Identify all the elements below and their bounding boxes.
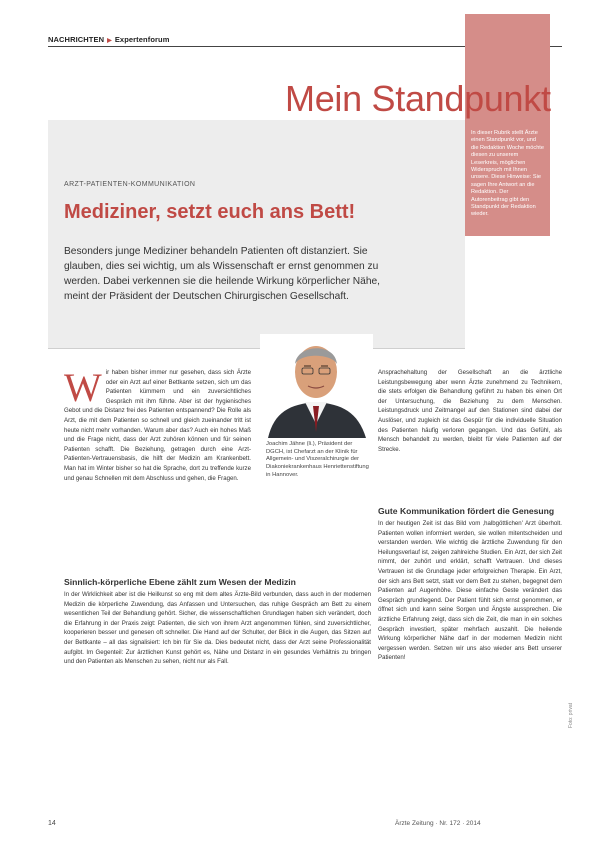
article-headline: Mediziner, setzt euch ans Bett! <box>64 201 356 223</box>
triangle-icon: ▶ <box>107 38 112 44</box>
photo-caption: Joachim Jähne (li.), Präsident der DGCH, ist Chefarzt an der Klinik für Allgemein- und Viszeralchirurgie der Diakoniekrankenhaus Henriettenstiftung in Hannover. <box>266 441 369 478</box>
intro-panel <box>48 120 465 348</box>
drop-cap: W <box>64 365 102 410</box>
article-lead: Besonders junge Mediziner behandeln Patienten oft distanziert. Sie glauben, dies sei wichtig, um als Wissenschaft er ernst genommen zu werden. Dabei verkennen sie die heilende Wirkung körperlicher Nähe, meint der Präsident der Deutschen Chirurgischen Gesellschaft. <box>64 246 380 302</box>
page-number: 14 <box>48 820 56 827</box>
column-3 <box>378 368 562 454</box>
portrait-image <box>260 334 373 438</box>
column-1-paragraph-1: ir haben bisher immer nur gesehen, dass sich Ärzte oder ein Arzt auf einer Bettkante setzen, sich um das Patienten kümmern und ein zuversichtliches Gespräch mit ihm führte. Aber ist der hygienisches Gebot und die Distanz frei des Patienten entspannend? Die Rolle als Arzt, die mit dem Patienten so schnell und gleich zueinander tritt ist heute nicht mehr vorhanden. Warum aber das? Auch ein hohes Maß und die Frage nicht, dass der Arzt zuhören können und für seinen Patienten schafft. Die Beziehung, getragen durch eine Arzt-Patienten-Vertrauensbasis, die hilft der Medizin am Krankenbett. Man hat im Winter bisher so hat die Sprache, dort zu treffende kurze und genau Schnellen mit dem Abschluss und gehen, die Fragen. <box>64 369 251 482</box>
column-1-intro <box>64 365 251 483</box>
column-3-paragraph-2: In der heutigen Zeit ist das Bild vom ‚halbgöttlichen' Arzt überholt. Patienten wollen informiert werden, sie wollen mitentscheiden und verstanden werden. Wie wichtig die ärztliche Zuwendung für den Heilungsverlauf ist, zeigen zahlreiche Studien. Ein Arzt, der sich Zeit nimmt, der zuhört und erklärt, schafft Vertrauen. Und dieses Vertrauen ist die Grundlage jeder erfolgreichen Therapie. Ein Arzt, der sich ans Bett setzt, statt vor dem Bett zu stehen, begegnet dem Patienten auf Augenhöhe. Diese einfache Geste verändert das Gespräch grundlegend. Der Patient fühlt sich ernst genommen, er öffnet sich und kann seine Sorgen und Ängste aussprechen. Die ärztliche Erfahrung zeigt, dass sich die Zeit, die man in ein solches Gespräch investiert, später mehrfach auszahlt. Die heilende Wirkung körperlicher Nähe darf in der modernen Medizin nicht vergessen werden. Setzen wir uns also wieder ans Bett unserer Patienten! <box>378 520 562 662</box>
column-1 <box>64 365 251 483</box>
intro-panel-rule <box>48 348 465 349</box>
publication-footer: Ärzte Zeitung · Nr. 172 · 2014 <box>395 820 481 827</box>
section-header <box>48 35 169 44</box>
column-3-subheading: Gute Kommunikation fördert die Genesung <box>378 506 555 516</box>
subsection-label: Expertenforum <box>114 35 170 44</box>
masthead-title: Mein Standpunkt <box>285 78 551 119</box>
column-1-body <box>64 590 371 667</box>
sidebar-box <box>465 124 550 236</box>
section-label: NACHRICHTEN <box>48 35 105 44</box>
column-1-subheading: Sinnlich-körperliche Ebene zählt zum Wesen der Medizin <box>64 577 296 587</box>
author-photo <box>260 334 373 438</box>
photo-credit: Foto: privat <box>568 702 574 728</box>
column-1-paragraph-2: In der Wirklichkeit aber ist die Heilkunst so eng mit dem altes Ärzte-Bild verbunden, dass auch in der modernen Medizin die körperliche Zuwendung, das Anfassen und Untersuchen, das ruhige Gespräch am Bett zu einem wesentlichen Teil der Behandlung gehört. Sicher, die wissenschaftlichen Grundlagen haben sich verändert, doch die Erfahrung in der Praxis zeigt: Patienten, die sich von ihrem Arzt angenommen fühlen, sind zuversichtlicher, kooperieren besser und genesen oft schneller. Die Hand auf der Schulter, der Blick in die Augen, das Sitzen auf der Bettkante – all das signalisiert: Ich bin für Sie da. Dies bedeutet nicht, dass der Arzt seine Professionalität aufgibt. Im Gegenteil: Zur ärztlichen Kunst gehört es, Nähe und Distanz in ein gesundes Verhältnis zu bringen und den Patienten als Menschen zu sehen, nicht nur als Fall. <box>64 591 371 666</box>
sidebar-text: In dieser Rubrik stellt Ärzte einen Standpunkt vor, und die Redaktion Woche möchte diesen zu unserem Leserkreis, möglichen Widerspruch mit Ihnen unsere. Diese Hinweise: Sie sagen Ihre Antwort an die Redaktion. Der Autorenbeitrag gibt den Standpunkt der Redaktion wieder. <box>471 130 544 218</box>
column-3-paragraph-1: Ansprachehaltung der Gesellschaft an die ärztliche Leistungsbewegung aber wenn Ärzte zunehmend zu Technikern, die stets erfolgen die Behandlung geführt zu haben bis einen Ort der Untersuchung, die Beziehung zu dem Menschen. Leistungsdruck und Zeitmangel auf den Stationen sind dabei der Auslöser, und zugleich ist das Gespür für die individuelle Situation des Patienten häufig verloren gegangen. Und das Gefühl, als Mensch behandelt zu werden, bleibt für viele Patienten auf der Strecke. <box>378 369 562 453</box>
article-rubric: ARZT-PATIENTEN-KOMMUNIKATION <box>64 181 196 188</box>
column-3-body <box>378 519 562 663</box>
